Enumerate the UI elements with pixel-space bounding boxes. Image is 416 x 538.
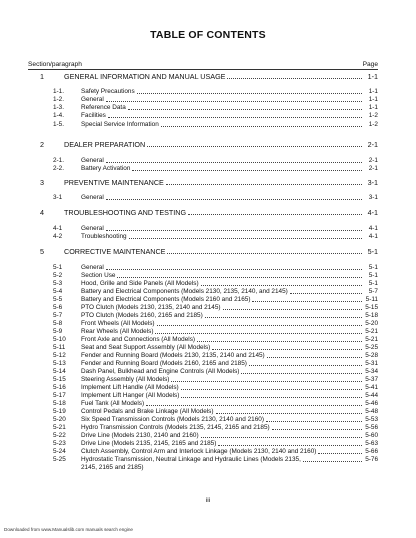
toc-entry-number: 4-2 (53, 233, 63, 240)
toc-entry-number: 1-2. (53, 96, 65, 103)
toc-entry (28, 225, 378, 233)
toc-entry-number: 5-6 (53, 304, 63, 311)
toc-entry (28, 312, 378, 320)
dot-leader (166, 183, 362, 185)
toc-entry (28, 209, 378, 217)
toc-entry-page: 4-1 (368, 225, 378, 232)
dot-leader (267, 356, 362, 358)
toc-entry (28, 416, 378, 424)
toc-entry (28, 304, 378, 312)
toc-entry (28, 296, 378, 304)
toc-entry-page: 5-37 (365, 376, 378, 383)
dot-leader (108, 116, 362, 118)
toc-entry-title: Drive Line (Models 2130, 2140 and 2160) (81, 432, 199, 439)
download-footer: Downloaded from www.Manualslib.com manuals search engine (4, 527, 133, 532)
toc-entry-title: Dash Panel, Bulkhead and Engine Controls (All Models) (81, 368, 240, 375)
toc-entry (28, 376, 378, 384)
toc-entry (28, 157, 378, 165)
toc-entry-number: 5-25 (53, 456, 66, 463)
toc-entry-page: 5-53 (365, 416, 378, 423)
toc-entry (28, 424, 378, 432)
toc-entry (28, 456, 378, 464)
toc-entry-page: 1-2 (368, 112, 378, 119)
page-number: iii (205, 497, 211, 504)
toc-entry-title: Facilities (81, 112, 106, 119)
toc-entry-title: Hood, Grille and Side Panels (All Models) (81, 280, 199, 287)
toc-entry-page: 5-20 (365, 320, 378, 327)
toc-entry-page: 5-56 (365, 424, 378, 431)
toc-entry-page: 3-1 (368, 194, 378, 201)
toc-entry-page: 5-25 (365, 344, 378, 351)
dot-leader (155, 332, 362, 334)
toc-entry-title: Front Wheels (All Models) (81, 320, 155, 327)
page-title: TABLE OF CONTENTS (150, 29, 266, 41)
toc-entry-page: 2-1 (368, 157, 378, 164)
toc-entry-page: 1-1 (368, 88, 378, 95)
toc-entry-5-25-continuation: 2145, 2165 and 2185) (81, 464, 144, 471)
dot-leader (132, 169, 362, 171)
toc-entry-number: 5-1 (53, 264, 63, 271)
toc-entry (28, 440, 378, 448)
toc-entry-number: 3-1 (53, 194, 63, 201)
toc-entry-number: 3 (40, 178, 44, 187)
toc-entry-number: 5-10 (53, 336, 66, 343)
toc-entry-number: 1-1. (53, 88, 65, 95)
toc-entry-page: 1-2 (368, 121, 378, 128)
toc-entry-number: 5-19 (53, 408, 66, 415)
toc-entry-number: 5-4 (53, 288, 63, 295)
toc-entry-title: Implement Lift Hanger (All Models) (81, 392, 180, 399)
toc-entry-title: DEALER PREPARATION (64, 140, 146, 149)
toc-entry-title: General (81, 157, 104, 164)
toc-entry (28, 408, 378, 416)
toc-entry (28, 432, 378, 440)
toc-entry-page: 5-41 (365, 384, 378, 391)
dot-leader (188, 213, 362, 215)
toc-entry (28, 280, 378, 288)
toc-entry-title: Hydrostatic Transmission, Neutral Linkage and Hydraulic Lines (Models 2135, (81, 456, 301, 463)
toc-entry-title: CORRECTIVE MAINTENANCE (64, 247, 166, 256)
toc-entry-number: 5-20 (53, 416, 66, 423)
toc-entry-title: Hydro Transmission Controls (Models 2135, 2145, 2165 and 2185) (81, 424, 270, 431)
toc-entry-title: Rear Wheels (All Models) (81, 328, 154, 335)
toc-entry-title: Fender and Running Board (Models 2160, 2165 and 2185) (81, 360, 247, 367)
toc-entry-number: 5-18 (53, 400, 66, 407)
dot-leader (303, 460, 362, 462)
toc-entry-number: 5-11 (53, 344, 66, 351)
toc-entry-title: General (81, 225, 104, 232)
toc-entry (28, 165, 378, 173)
toc-entry (28, 336, 378, 344)
toc-entry-title: GENERAL INFORMATION AND MANUAL USAGE (64, 72, 226, 81)
toc-entry (28, 88, 378, 96)
toc-entry-title: Drive Line (Models 2135, 2145, 2165 and 2185) (81, 440, 217, 447)
dot-leader (181, 396, 362, 398)
toc-entry (28, 360, 378, 368)
dot-leader (318, 452, 362, 454)
toc-entry-page: 5-31 (365, 360, 378, 367)
dot-leader (218, 444, 362, 446)
toc-entry-page: 5-1 (367, 247, 378, 256)
dot-leader (147, 145, 362, 147)
toc-entry-number: 2-1. (53, 157, 65, 164)
toc-entry-number: 1-3. (53, 104, 65, 111)
toc-entry-number: 2 (40, 140, 44, 149)
toc-entry-number: 5-13 (53, 360, 66, 367)
dot-leader (167, 252, 362, 254)
dot-leader (106, 198, 362, 200)
toc-entry-number: 5-21 (53, 424, 66, 431)
toc-entry-number: 5-14 (53, 368, 66, 375)
dot-leader (205, 316, 362, 318)
toc-entry-title: General (81, 264, 104, 271)
toc-entry-page: 1-1 (368, 96, 378, 103)
toc-entry-number: 5-17 (53, 392, 66, 399)
toc-entry-number: 2-2. (53, 165, 65, 172)
toc-entry-page: 5-76 (365, 456, 378, 463)
toc-entry-page: 5-21 (365, 336, 378, 343)
dot-leader (129, 237, 362, 239)
toc-entry-page: 5-34 (365, 368, 378, 375)
toc-entry (28, 400, 378, 408)
toc-entry-title: TROUBLESHOOTING AND TESTING (64, 208, 187, 217)
toc-entry-page: 3-1 (367, 178, 378, 187)
dot-leader (146, 404, 362, 406)
toc-entry-title: Troubleshooting (81, 233, 127, 240)
dot-leader (161, 125, 362, 127)
dot-leader (212, 348, 362, 350)
toc-entry-number: 5-23 (53, 440, 66, 447)
toc-entry (28, 194, 378, 202)
toc-entry-title: Clutch Assembly, Control Arm and Interlock Linkage (Models 2130, 2140 and 2160) (81, 448, 317, 455)
toc-entry (28, 264, 378, 272)
toc-entry (28, 233, 378, 241)
toc-entry (28, 248, 378, 256)
column-header-section: Section/paragraph (28, 61, 82, 68)
toc-entry-page: 1-1 (368, 104, 378, 111)
toc-entry (28, 384, 378, 392)
toc-entry-page: 5-21 (365, 328, 378, 335)
toc-entry-page: 4-1 (367, 208, 378, 217)
toc-entry (28, 288, 378, 296)
toc-entry-title: Steering Assembly (All Models) (81, 376, 170, 383)
toc-entry (28, 141, 378, 149)
toc-entry-title: Special Service Information (81, 121, 159, 128)
dot-leader (106, 229, 362, 231)
toc-entry-number: 5 (40, 247, 44, 256)
toc-entry (28, 320, 378, 328)
toc-entry-page: 5-46 (365, 400, 378, 407)
dot-leader (201, 436, 362, 438)
toc-entry-page: 5-11 (365, 296, 378, 303)
toc-entry (28, 272, 378, 280)
toc-entry-number: 5-8 (53, 320, 63, 327)
toc-entry (28, 328, 378, 336)
toc-entry-page: 2-1 (367, 140, 378, 149)
dot-leader (227, 77, 362, 79)
toc-entry-number: 4 (40, 208, 44, 217)
toc-entry-number: 5-15 (53, 376, 66, 383)
toc-entry (28, 96, 378, 104)
toc-entry-page: 5-44 (365, 392, 378, 399)
dot-leader (272, 428, 362, 430)
toc-entry-title: PTO Clutch (Models 2130, 2135, 2140 and 2145) (81, 304, 221, 311)
toc-entry-page: 4-1 (368, 233, 378, 240)
toc-entry-number: 5-24 (53, 448, 66, 455)
toc-entry (28, 104, 378, 112)
dot-leader (252, 300, 362, 302)
toc-entry (28, 121, 378, 129)
toc-entry-number: 5-22 (53, 432, 66, 439)
toc-entry-title: PTO Clutch (Models 2160, 2165 and 2185) (81, 312, 203, 319)
dot-leader (241, 372, 362, 374)
toc-entry-page: 5-63 (365, 440, 378, 447)
toc-entry-number: 1-4. (53, 112, 65, 119)
toc-entry-page: 5-18 (365, 312, 378, 319)
toc-entry-title: Front Axle and Connections (All Models) (81, 336, 196, 343)
toc-entry-number: 5-5 (53, 296, 63, 303)
dot-leader (171, 380, 362, 382)
dot-leader (223, 308, 362, 310)
toc-entry-title: General (81, 96, 104, 103)
toc-entry-number: 5-12 (53, 352, 66, 359)
toc-entry (28, 179, 378, 187)
toc-entry-page: 1-1 (367, 72, 378, 81)
toc-entry-page: 5-1 (368, 272, 378, 279)
toc-entry-title: Six Speed Transmission Controls (Models 2130, 2140 and 2160) (81, 416, 264, 423)
dot-leader (201, 284, 362, 286)
toc-entry-number: 1 (40, 72, 44, 81)
toc-entry-number: 5-2 (53, 272, 63, 279)
toc-entry-title: Control Pedals and Brake Linkage (All Models) (81, 408, 214, 415)
toc-entry-title: Safety Precautions (81, 88, 135, 95)
toc-entry-page: 5-66 (365, 448, 378, 455)
dot-leader (266, 420, 362, 422)
toc-entry (28, 344, 378, 352)
toc-entry-title: PREVENTIVE MAINTENANCE (64, 178, 164, 187)
toc-entry-page: 5-1 (368, 264, 378, 271)
toc-entry-title: Battery and Electrical Components (Models 2160 and 2165) (81, 296, 251, 303)
toc-entry-page: 5-60 (365, 432, 378, 439)
toc-entry-title: Battery Activation (81, 165, 131, 172)
toc-entry-number: 5-3 (53, 280, 63, 287)
dot-leader (137, 92, 362, 94)
toc-entry-page: 5-1 (368, 280, 378, 287)
toc-entry (28, 73, 378, 81)
dot-leader (106, 161, 362, 163)
toc-entry (28, 368, 378, 376)
toc-entry (28, 352, 378, 360)
toc-entry-page: 5-15 (365, 304, 378, 311)
toc-entry-page: 2-1 (368, 165, 378, 172)
toc-entry-page: 5-7 (368, 288, 378, 295)
dot-leader (197, 340, 362, 342)
toc-entry-title: Battery and Electrical Components (Models 2130, 2135, 2140, and 2145) (81, 288, 288, 295)
toc-entry (28, 392, 378, 400)
toc-entry-page: 5-28 (365, 352, 378, 359)
toc-entry-number: 5-7 (53, 312, 63, 319)
toc-entry-title: Fuel Tank (All Models) (81, 400, 145, 407)
toc-entry-title: Fender and Running Board (Models 2130, 2135, 2140 and 2145) (81, 352, 265, 359)
dot-leader (106, 100, 362, 102)
toc-entry-number: 5-16 (53, 384, 66, 391)
toc-entry-number: 1-5. (53, 121, 65, 128)
dot-leader (106, 268, 362, 270)
toc-entry (28, 112, 378, 120)
dot-leader (290, 292, 362, 294)
toc-entry-title: Implement Lift Handle (All Models) (81, 384, 179, 391)
dot-leader (157, 324, 362, 326)
dot-leader (216, 412, 363, 414)
column-header-page: Page (362, 61, 378, 68)
toc-entry-title: Section Use (81, 272, 116, 279)
dot-leader (181, 388, 362, 390)
toc-entry-number: 4-1 (53, 225, 63, 232)
toc-entry-page: 5-48 (365, 408, 378, 415)
dot-leader (117, 276, 362, 278)
toc-entry (28, 448, 378, 456)
toc-entry-number: 5-9 (53, 328, 63, 335)
dot-leader (128, 108, 362, 110)
toc-entry-title: General (81, 194, 104, 201)
toc-entry-title: Seat and Seat Support Assembly (All Models) (81, 344, 211, 351)
dot-leader (249, 364, 362, 366)
toc-entry-title: Reference Data (81, 104, 126, 111)
